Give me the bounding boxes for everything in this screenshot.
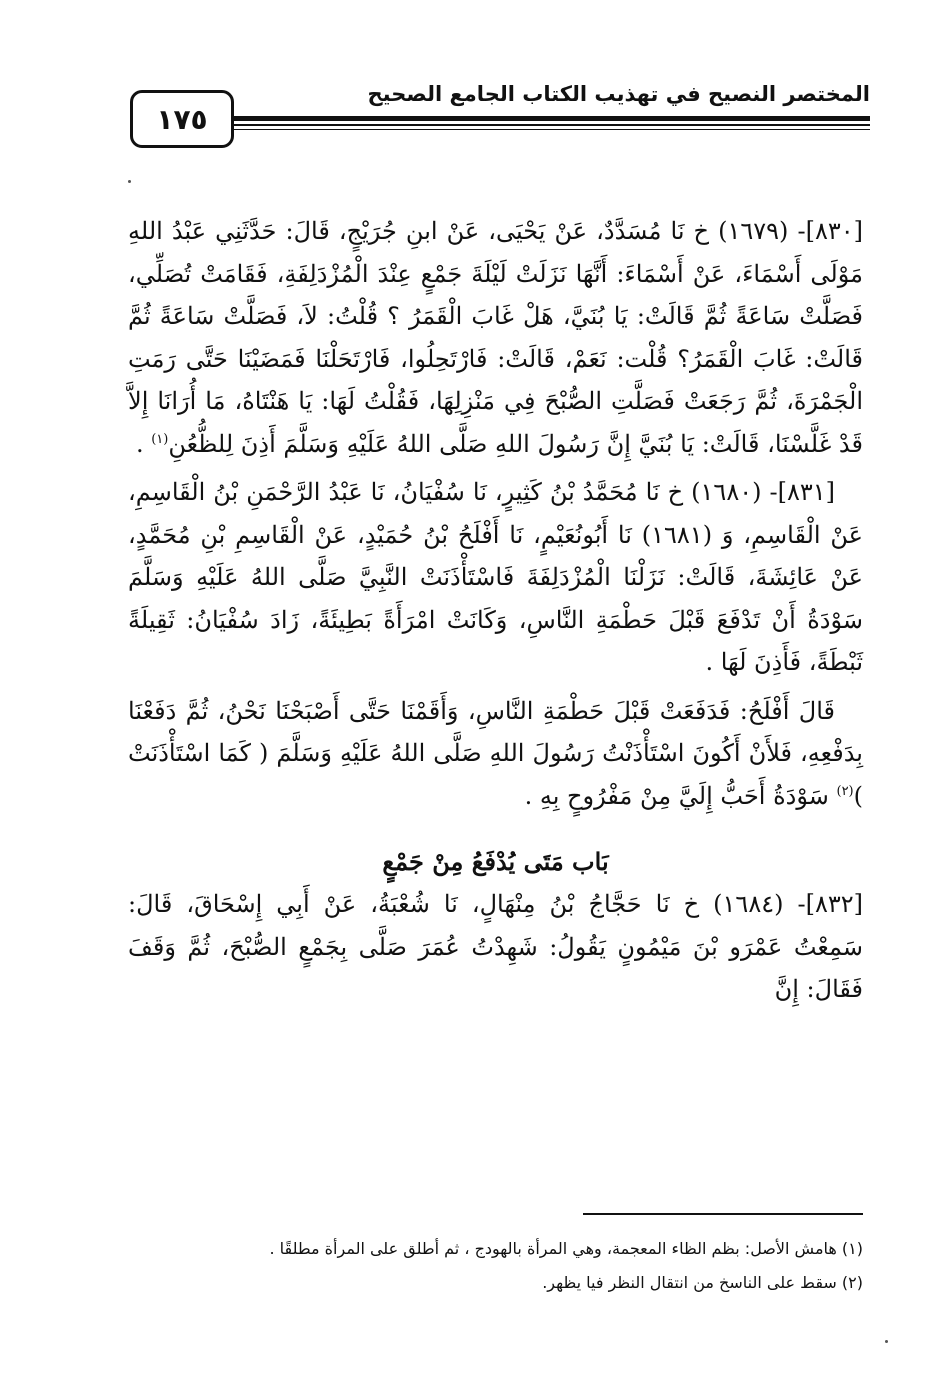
header-rule bbox=[230, 116, 870, 121]
footnote-ref-2: (٢) bbox=[836, 783, 854, 799]
hadith-830: [٨٣٠]- (١٦٧٩) خ نَا مُسَدَّدٌ، عَنْ يَحْيَى، عَنْ ابنِ جُرَيْجٍ، قَالَ: حَدَّثَنِي عَبْدُ اللهِ مَوْلَى أَسْمَاءَ، عَنْ أَسْمَاءَ: أَنَّهَا نَزَلَتْ لَيْلَةَ جَمْعٍ عِنْدَ الْمُزْدَلِفَةِ، فَقَامَتْ تُصَلِّي، فَصَلَّتْ سَاعَةً ثُمَّ قَالَتْ: يَا بُنَيَّ، هَلْ غَابَ الْقَمَرُ ؟ قُلْتُ: لاَ، فَصَلَّتْ سَاعَةً ثُمَّ قَالَتْ: غَابَ الْقَمَرُ؟ قُلْت: نَعَمْ، قَالَتْ: فَارْتَحِلُوا، فَارْتَحَلْنَا فَمَضَيْنَا حَتَّى رَمَتِ الْجَمْرَةَ، ثُمَّ رَجَعَتْ فَصَلَّتِ الصُّبْحَ فِي مَنْزِلِهَا، فَقُلْتُ لَهَا: يَا هَنْتَاهُ، مَا أُرَانَا إِلاَّ قَدْ غَلَّسْنَا، قَالَتْ: يَا بُنَيَّ إِنَّ رَسُولَ اللهِ صَلَّى اللهُ عَلَيْهِ وَسَلَّمَ أَذِنَ لِلظُّعُنِ$^{(١)}$ . bbox=[128, 217, 863, 458]
speck-mark bbox=[128, 180, 131, 183]
aflah-statement bbox=[128, 690, 863, 818]
footnote-divider bbox=[583, 1213, 863, 1215]
chapter-heading: بَاب مَتَى يُدْفَعُ مِنْ جَمْعٍ bbox=[382, 847, 609, 876]
header-rule-secondary bbox=[230, 124, 870, 126]
header-rule-tertiary bbox=[230, 129, 870, 130]
footnote-2: (٢) سقط على الناسخ من انتقال النظر فيا يظهر. bbox=[542, 1273, 863, 1292]
hadith-832: [٨٣٢]- (١٦٨٤) خ نَا حَجَّاجُ بْنُ مِنْهَالٍ، نَا شُعْبَةُ، عَنْ أَبِي إِسْحَاقَ، قَالَ: سَمِعْتُ عَمْرَو بْنَ مَيْمُونٍ يَقُولُ: شَهِدْتُ عُمَرَ صَلَّى بِجَمْعٍ الصُّبْحَ، ثُمَّ وَقَفَ فَقَالَ: إِنَّ bbox=[128, 890, 863, 1003]
aflah-statement-end: سَوْدَةُ أَحَبُّ إِلَيَّ مِنْ مَفْرُوحٍ بِهِ . bbox=[524, 781, 829, 810]
aflah-statement-text: قَالَ أَفْلَحُ: فَدَفَعَتْ قَبْلَ حَطْمَةِ النَّاسِ، وَأَقَمْنَا حَتَّى أَصْبَحْنَا نَحْنُ، ثُمَّ دَفَعْنَا بِدَفْعِهِ، فَلأَنْ أَكُونَ اسْتَأْذَنْتُ رَسُولَ اللهِ صَلَّى اللهُ عَلَيْهِ وَسَلَّمَ ( كَمَا اسْتَأْذَنَتْ ) bbox=[128, 696, 863, 810]
hadith-830-text: [٨٣٠]- (١٦٧٩) خ نَا مُسَدَّدٌ، عَنْ يَحْيَى، عَنْ ابنِ جُرَيْجٍ، قَالَ: حَدَّثَنِي عَبْدُ اللهِ مَوْلَى أَسْمَاءَ، عَنْ أَسْمَاءَ: أَنَّهَا نَزَلَتْ لَيْلَةَ جَمْعٍ عِنْدَ الْمُزْدَلِفَةِ، فَقَامَتْ تُصَلِّي، فَصَلَّتْ سَاعَةً ثُمَّ قَالَتْ: يَا بُنَيَّ، هَلْ غَابَ الْقَمَرُ ؟ قُلْتُ: لاَ، فَصَلَّتْ سَاعَةً ثُمَّ قَالَتْ: غَابَ الْقَمَرُ؟ قُلْت: نَعَمْ، قَالَتْ: فَارْتَحِلُوا، فَارْتَحَلْنَا فَمَضَيْنَا حَتَّى رَمَتِ الْجَمْرَةَ، ثُمَّ رَجَعَتْ فَصَلَّتِ الصُّبْحَ فِي مَنْزِلِهَا، فَقُلْتُ لَهَا: يَا هَنْتَاهُ، مَا أُرَانَا إِلاَّ قَدْ غَلَّسْنَا، قَالَتْ: يَا بُنَيَّ إِنَّ رَسُولَ اللهِ صَلَّى اللهُ عَلَيْهِ وَسَلَّمَ أَذِنَ لِلظُّعُنِ bbox=[128, 217, 863, 458]
footnote-1: (١) هامش الأصل: بظم الظاء المعجمة، وهي المرأة بالهودج ، ثم أطلق على المرأة مطلقًا . bbox=[269, 1239, 863, 1258]
footnote-ref-1: (١) bbox=[151, 431, 169, 447]
book-title: المختصر النصيح في تهذيب الكتاب الجامع الصحيح bbox=[367, 82, 870, 106]
main-text bbox=[128, 210, 863, 1011]
page-number: ١٧٥ bbox=[130, 90, 234, 148]
page-header bbox=[130, 78, 870, 148]
speck-mark-bottom bbox=[885, 1340, 888, 1343]
hadith-831: [٨٣١]- (١٦٨٠) خ نَا مُحَمَّدُ بْنُ كَثِيرٍ، نَا سُفْيَانُ، نَا عَبْدُ الرَّحْمَنِ بْنُ الْقَاسِمِ، عَنْ الْقَاسِمِ، وَ (١٦٨١) نَا أَبُونُعَيْمٍ، نَا أَفْلَحُ بْنُ حُمَيْدٍ، عَنْ الْقَاسِمِ بْنِ مُحَمَّدٍ، عَنْ عَائِشَةَ، قَالَتْ: نَزَلْنَا الْمُزْدَلِفَةَ فَاسْتَأْذَنَتْ النَّبِيَّ صَلَّى اللهُ عَلَيْهِ وَسَلَّمَ سَوْدَةُ أَنْ تَدْفَعَ قَبْلَ حَطْمَةِ النَّاسِ، وَكَانَتْ امْرَأَةً بَطِيئَةً، زَادَ سُفْيَانُ: ثَقِيلَةً ثَبْطَةً، فَأَذِنَ لَهَا . bbox=[128, 478, 863, 676]
footnotes bbox=[128, 1232, 863, 1300]
